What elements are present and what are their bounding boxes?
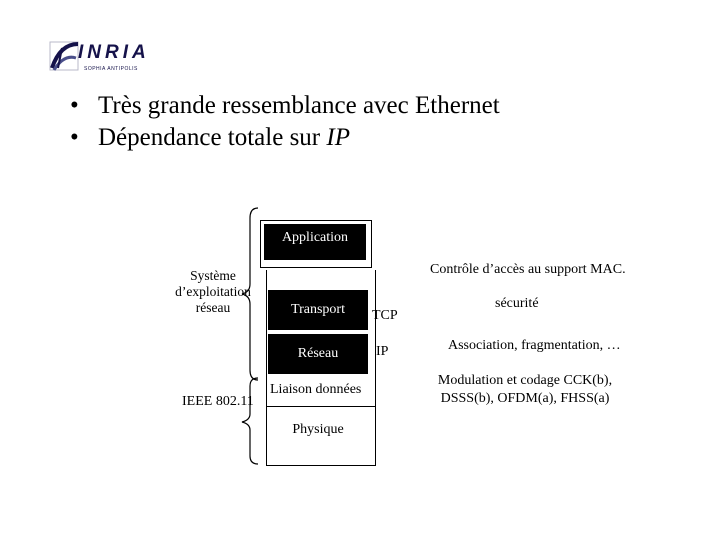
ip-label: IP: [376, 344, 389, 359]
layer-divider: [266, 406, 376, 407]
os-label-line: Système: [190, 268, 236, 283]
bullet-marker: •: [70, 124, 79, 151]
bullet-marker: •: [70, 92, 79, 119]
mac-access-label: Contrôle d’accès au support MAC.: [430, 262, 626, 277]
bullet-item-ip: [70, 122, 500, 154]
tcp-label: TCP: [372, 308, 398, 323]
bullet-italic-text: IP: [326, 124, 350, 151]
modulation-label: [430, 372, 620, 408]
bullet-text: Très grande ressemblance avec Ethernet: [98, 92, 500, 119]
inria-logo-mark-icon: [48, 38, 82, 74]
os-label-line: réseau: [195, 300, 231, 315]
os-label-line: d’exploitation: [175, 284, 251, 299]
bullet-item-ethernet: [70, 90, 500, 122]
ieee-brace-icon: [238, 376, 262, 466]
inria-wordmark: INRIA: [78, 42, 150, 63]
os-label: [168, 268, 258, 316]
modulation-label-line: DSSS(b), OFDM(a), FHSS(a): [440, 391, 610, 406]
physical-layer: Physique: [292, 422, 344, 437]
bullet-text: Dépendance totale sur: [98, 124, 327, 151]
security-label: sécurité: [495, 296, 539, 311]
application-layer: Application: [264, 224, 366, 260]
bullet-list: [70, 90, 500, 154]
inria-logo: [48, 38, 168, 78]
modulation-label-line: Modulation et codage CCK(b),: [437, 373, 613, 388]
inria-subline: SOPHIA ANTIPOLIS: [84, 66, 138, 72]
data-link-layer: Liaison données: [270, 382, 362, 397]
association-label: Association, fragmentation, …: [448, 338, 621, 353]
ieee-label: IEEE 802.11: [182, 394, 254, 409]
network-layer: Réseau: [268, 334, 368, 374]
transport-layer: Transport: [268, 290, 368, 330]
